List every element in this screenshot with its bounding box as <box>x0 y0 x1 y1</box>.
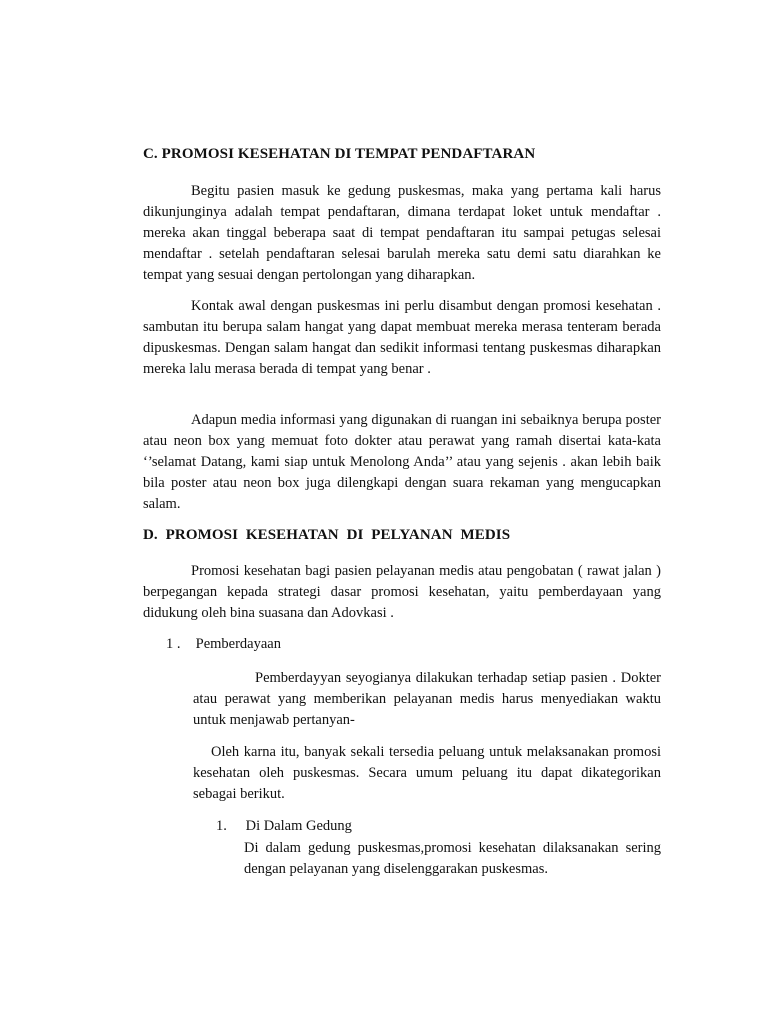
list-item-number: 1 . <box>166 636 181 652</box>
sublist-item-title: Di Dalam Gedung <box>245 818 352 834</box>
sublist-item-number: 1. <box>216 818 227 834</box>
section-d-heading: D. PROMOSI KESEHATAN DI PELYANAN MEDIS <box>143 527 511 543</box>
section-c-heading: C. PROMOSI KESEHATAN DI TEMPAT PENDAFTARAN <box>143 146 536 162</box>
section-d-intro: Promosi kesehatan bagi pasien pelayanan medis atau pengobatan ( rawat jalan ) berpegangan kepada strategi dasar promosi kesehatan, yaitu pemberdayaan yang didukung oleh bina suasana dan Adovkasi . <box>143 563 661 621</box>
section-c-paragraph-2: Kontak awal dengan puskesmas ini perlu disambut dengan promosi kesehatan . sambutan itu berupa salam hangat yang dapat membuat mereka merasa tenteram berada dipuskesmas. Dengan salam hangat dan sedikit informasi tentang puskesmas diharapkan mereka lalu merasa berada di tempat yang benar . <box>143 298 661 377</box>
list-item-pemberdayaan <box>166 636 281 653</box>
di-dalam-gedung-text: Di dalam gedung puskesmas,promosi kesehatan dilaksanakan sering dengan pelayanan yang diselenggarakan puskesmas. <box>244 840 661 877</box>
section-c-paragraph-1: Begitu pasien masuk ke gedung puskesmas, maka yang pertama kali harus dikunjunginya adalah tempat pendaftaran, dimana terdapat loket untuk mendaftar . mereka akan tinggal beberapa saat di tempat pendaftaran itu sampai petugas selesai mendaftar . setelah pendaftaran selesai barulah mereka satu demi satu diarahkan ke tempat yang sesuai dengan pertolongan yang diharapkan. <box>143 183 661 283</box>
list-item-title: Pemberdayaan <box>195 636 281 652</box>
pemberdayaan-paragraph-2: Oleh karna itu, banyak sekali tersedia peluang untuk melaksanakan promosi kesehatan oleh puskesmas. Secara umum peluang itu dapat dikategorikan sebagai berikut. <box>193 744 661 802</box>
pemberdayaan-paragraph-1: Pemberdayyan seyogianya dilakukan terhadap setiap pasien . Dokter atau perawat yang memberikan pelayanan medis harus menyediakan waktu untuk menjawab pertanyan- <box>193 670 661 728</box>
sublist-item-di-dalam-gedung <box>216 818 352 835</box>
section-c-paragraph-3: Adapun media informasi yang digunakan di ruangan ini sebaiknya berupa poster atau neon box yang memuat foto dokter atau perawat yang ramah disertai kata-kata ‘’selamat Datang, kami siap untuk Menolong Anda’’ atau yang sejenis . akan lebih baik bila poster atau neon box juga dilengkapi dengan suara rekaman yang mengucapkan salam. <box>143 412 661 512</box>
